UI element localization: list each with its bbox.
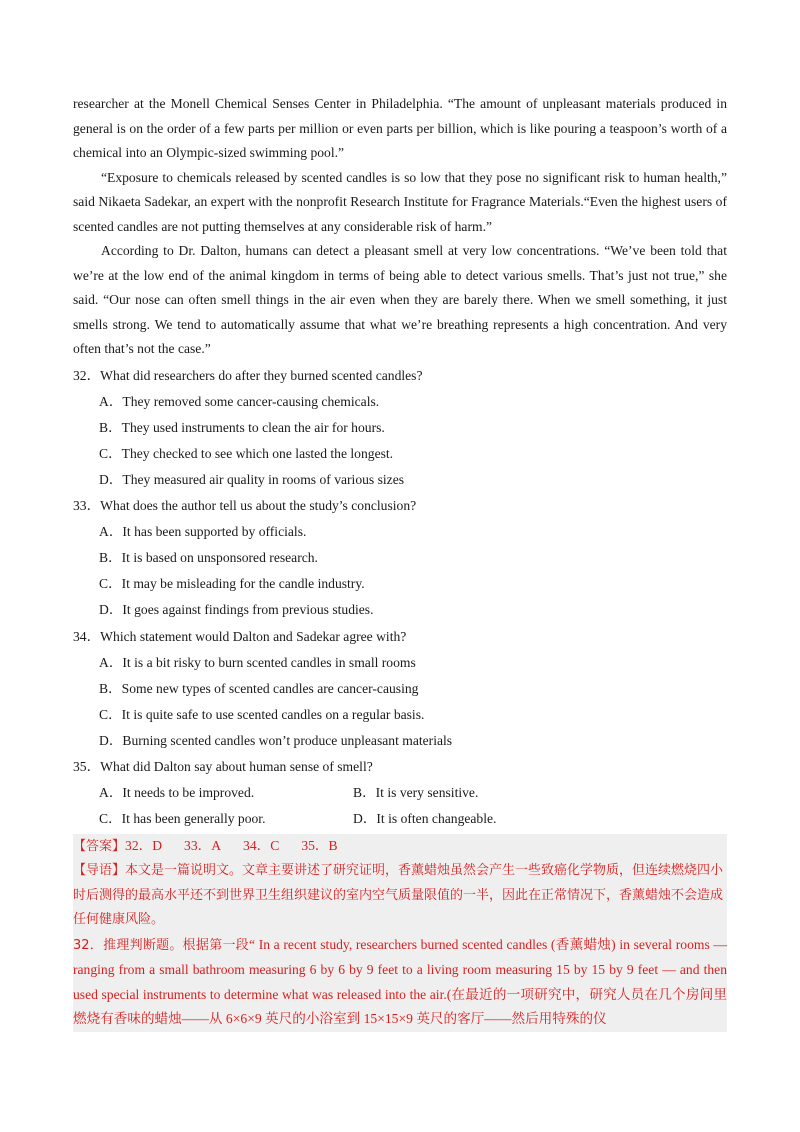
answer-item: 34．C	[243, 837, 280, 853]
answer-item: 32．D	[125, 837, 163, 853]
question-33	[73, 494, 727, 623]
option-d: D．They measured air quality in rooms of various sizes	[99, 471, 405, 487]
question-stem: 33．What does the author tell us about the study’s conclusion?	[73, 498, 417, 513]
option-d: D．It goes against findings from previous studies.	[99, 602, 374, 617]
option-b: B．It is based on unsponsored research.	[99, 550, 318, 565]
guide-text: 本文是一篇说明文。文章主要讲述了研究证明，香薰蜡烛虽然会产生一些致癌化学物质，但连续燃烧四小时后测得的最高水平还不到世界卫生组织建议的室内空气质量限值的一半，因此在正常情况下，香薰蜡烛不会造成任何健康风险。	[73, 863, 724, 927]
option-d: D．Burning scented candles won’t produce unpleasant materials	[99, 732, 453, 748]
option-d: D．It is often changeable.	[353, 811, 497, 826]
analysis-paragraph	[73, 933, 727, 1032]
answer-item: 33．A	[184, 837, 222, 853]
question-35	[73, 755, 727, 832]
answer-item: 35．B	[301, 837, 338, 853]
option-a: A．It is a bit risky to burn scented candles in small rooms	[99, 654, 416, 670]
answer-key	[73, 834, 727, 860]
option-b: B．They used instruments to clean the air for hours.	[99, 419, 385, 435]
option-row-cd	[99, 807, 727, 832]
guide-tag: 【导语】	[73, 863, 126, 878]
guide-paragraph	[73, 859, 727, 933]
option-b: B．It is very sensitive.	[353, 785, 479, 800]
analysis-quote: “ In a recent study, researchers burned scented candles (香薰蜡烛) in several rooms — ranging from a small bathroom measuring 6 by 6 by 9 feet to a living room measuring 15 by 15 by 9 feet — and then used special instruments to determine what was released into the air.(在最近的一项研究中，研究人员在几个房间里燃烧有香味的蜡烛——从 6×6×9 英尺的小浴室到 15×15×9 英尺的客厅——然后用特殊的仪	[73, 936, 727, 1026]
passage-paragraph-1: researcher at the Monell Chemical Senses Center in Philadelphia. “The amount of unpleasant materials produced in general is on the order of a few parts per million or even parts per billion, which is like pouring a teaspoon’s worth of a chemical into an Olympic-sized swimming pool.”	[73, 96, 727, 160]
option-c: C．It has been generally poor.	[99, 811, 266, 826]
document-content	[73, 92, 727, 1032]
question-stem: 35．What did Dalton say about human sense of smell?	[73, 759, 373, 774]
passage-paragraph-2: “Exposure to chemicals released by scented candles is so low that they pose no significant risk to human health,” said Nikaeta Sadekar, an expert with the nonprofit Research Institute for Fragrance Materials.“Even the highest users of scented candles are not putting themselves at any considerable risk of harm.”	[73, 169, 727, 234]
option-c: C．It may be misleading for the candle industry.	[99, 576, 365, 591]
question-stem: 34．Which statement would Dalton and Sadekar agree with?	[73, 628, 407, 644]
option-c: C．They checked to see which one lasted the longest.	[99, 445, 394, 461]
passage-paragraph-3: According to Dr. Dalton, humans can detect a pleasant smell at very low concentrations. “We’ve been told that we’re at the low end of the animal kingdom in terms of being able to detect various smells. That’s just not true,” she said. “Our nose can often smell things in the air even when they are barely there. When we smell something, it just smells strong. We tend to automatically assume that what we’re breathing represents a high concentration. And very often that’s not the case.”	[73, 243, 727, 356]
answer-explanation-block	[73, 834, 727, 1032]
option-b: B．Some new types of scented candles are cancer-causing	[99, 680, 419, 696]
question-32	[73, 364, 727, 493]
option-a: A．It has been supported by officials.	[99, 524, 307, 539]
question-stem: 32．What did researchers do after they burned scented candles?	[73, 367, 423, 383]
question-34	[73, 625, 727, 754]
analysis-label: 32．推理判断题。根据第一段	[73, 937, 249, 953]
option-a: A．It needs to be improved.	[99, 785, 255, 800]
option-row-ab	[99, 781, 727, 806]
answer-tag: 【答案】	[73, 838, 126, 854]
option-a: A．They removed some cancer-causing chemicals.	[99, 393, 380, 409]
option-c: C．It is quite safe to use scented candles on a regular basis.	[99, 706, 425, 722]
